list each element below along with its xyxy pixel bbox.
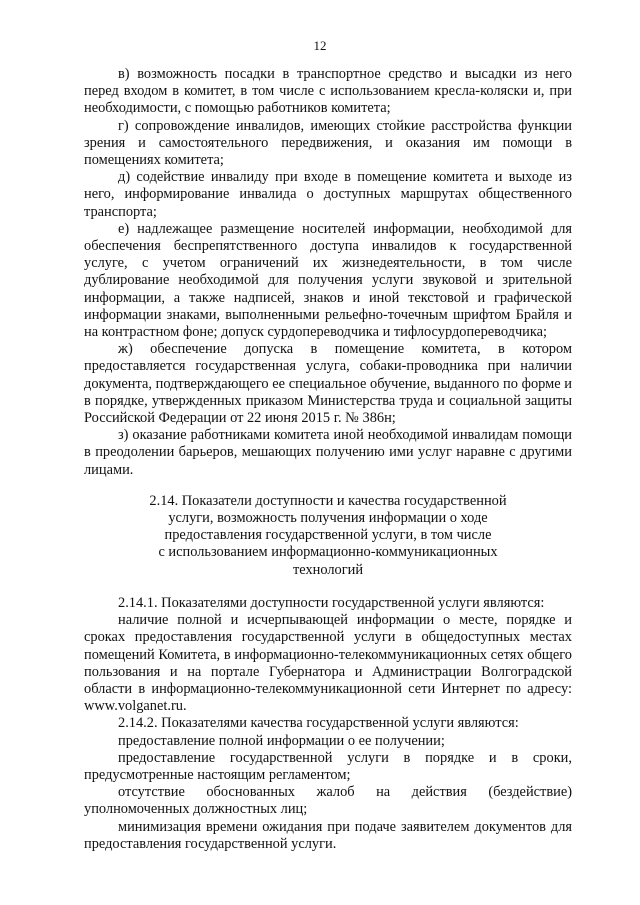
paragraph-quality-full-info: предоставление полной информации о ее получении; — [118, 732, 445, 749]
paragraph-item-v: в) возможность посадки в транспортное средство и высадки из него перед входом в комитет, в том числе с использованием кресла-коляски и, при необходимости, с помощью работников комитета; — [84, 66, 572, 117]
paragraph-item-d: д) содействие инвалиду при входе в помещение комитета и выходе из него, информирование инвалида о доступных маршрутах общественного транспорта; — [84, 169, 572, 220]
paragraph-quality-min-wait: минимизация времени ожидания при подаче заявителем документов для предоставления государственной услуги. — [84, 818, 572, 852]
paragraph-accessibility-info: наличие полной и исчерпывающей информации о месте, порядке и сроках предоставления государственной услуги в общедоступных местах помещений Комитета, в информационно-телекоммуникационных сетях общего пользования и на портале Губернатора и Администрации Волгоградской области в информационно-телекоммуникационной сети Интернет по адресу: www.volganet.ru. — [84, 612, 572, 715]
paragraph-2-14-1: 2.14.1. Показателями доступности государственной услуги являются: — [118, 594, 545, 611]
paragraph-item-e: е) надлежащее размещение носителей информации, необходимой для обеспечения беспрепятственного доступа инвалидов к государственной услуге, с учетом ограничений их жизнедеятельности, в том числе дублирование необходимой для получения услуги звуковой и зрительной информации, а также надписей, знаков и иной текстовой и графической информации знаками, выполненными рельефно-точечным шрифтом Брайля и на контрастном фоне; допуск сурдопереводчика и тифлосурдопереводчика; — [84, 220, 572, 341]
paragraph-item-zh: ж) обеспечение допуска в помещение комитета, в котором предоставляется государственная услуга, собаки-проводника при наличии документа, подтверждающего ее специальное обучение, выданного по форме и в порядке, утвержденных приказом Министерства труда и социальной защиты Российской Федерации от 22 июня 2015 г. № 386н; — [84, 341, 572, 427]
paragraph-quality-timeliness: предоставление государственной услуги в порядке и в сроки, предусмотренные настоящим регламентом; — [84, 749, 572, 783]
heading-line: предоставления государственной услуги, в том числе — [164, 527, 492, 544]
paragraph-item-g: г) сопровождение инвалидов, имеющих стойкие расстройства функции зрения и самостоятельного передвижения, и оказания им помощи в помещениях комитета; — [84, 117, 572, 169]
paragraph-item-z: з) оказание работниками комитета иной необходимой инвалидам помощи в преодолении барьеров, мешающих получению ими услуг наравне с другими лицами. — [84, 427, 572, 478]
page-number: 12 — [313, 38, 327, 53]
page-content — [84, 66, 572, 853]
heading-line: услуги, возможность получения информации о ходе — [168, 510, 488, 527]
heading-line: 2.14. Показатели доступности и качества государственной — [149, 492, 507, 509]
heading-line: с использованием информационно-коммуникационных технологий — [158, 544, 498, 578]
paragraph-quality-no-complaints: отсутствие обоснованных жалоб на действия (бездействие) уполномоченных должностных лиц; — [84, 784, 572, 818]
section-heading-2-14 — [84, 493, 572, 579]
paragraph-2-14-2: 2.14.2. Показателями качества государственной услуги являются: — [118, 715, 519, 732]
